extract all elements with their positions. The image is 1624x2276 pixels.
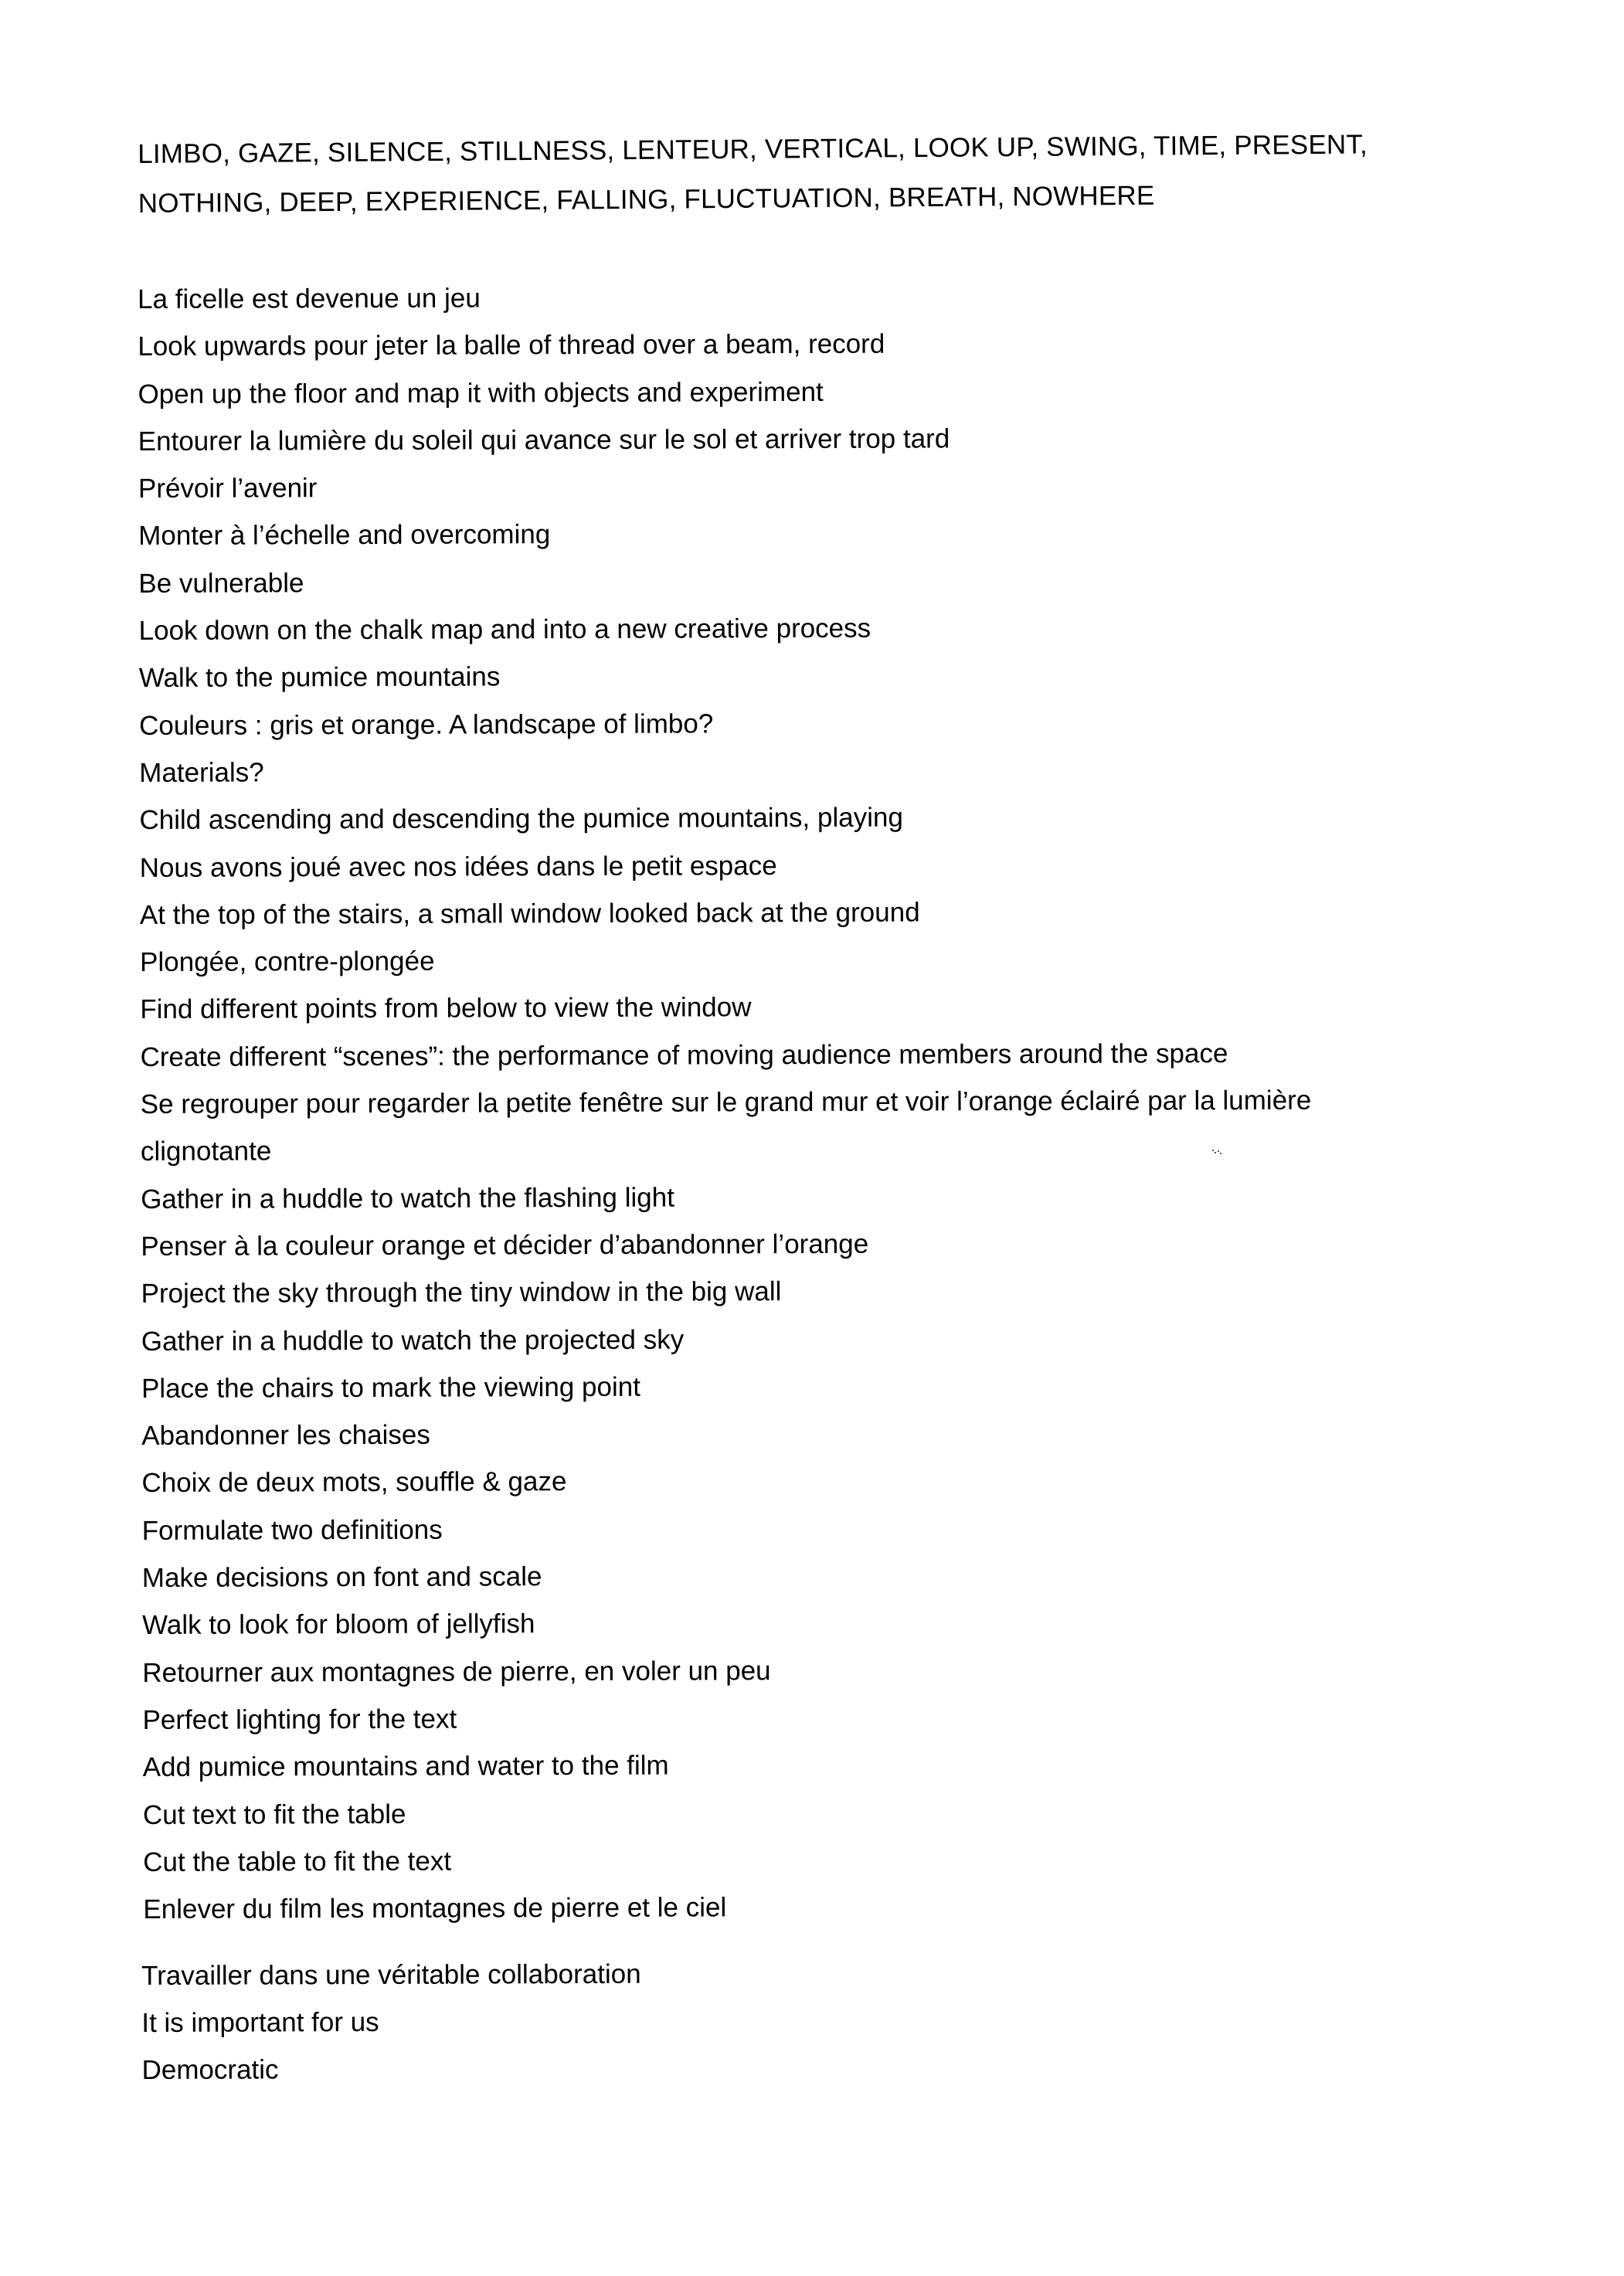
closing-line: Travailler dans une véritable collaboration [141,1958,641,1991]
note-line: Perfect lighting for the text [142,1704,457,1735]
note-line: Project the sky through the tiny window in the big wall [141,1276,782,1310]
note-line: Abandonner les chaises [141,1419,430,1452]
note-line: Walk to the pumice mountains [138,661,501,694]
note-line: Se regrouper pour regarder la petite fenêtre sur le grand mur et voir l’orange éclairé par la lumière [140,1085,1312,1120]
note-line: Cut the table to fit the text [143,1846,452,1877]
closing-line: It is important for us [141,2006,379,2038]
note-line: Gather in a huddle to watch the flashing light [141,1182,674,1214]
note-line: Enlever du film les montagnes de pierre et le ciel [143,1892,727,1925]
note-line: clignotante [140,1136,272,1167]
note-line: Open up the floor and map it with objects and experiment [138,376,824,409]
note-line: Monter à l’échelle and overcoming [138,519,551,552]
note-line: Penser à la couleur orange et décider d’abandonner l’orange [141,1228,869,1262]
note-line: La ficelle est devenue un jeu [138,283,481,314]
keyword-line-2: NOTHING, DEEP, EXPERIENCE, FALLING, FLUCTUATION, BREATH, NOWHERE [138,180,1155,219]
note-line: Nous avons joué avec nos idées dans le petit espace [139,850,777,883]
note-line: Prévoir l’avenir [138,473,318,504]
note-line: Couleurs : gris et orange. A landscape of limbo? [138,708,714,741]
note-line: Choix de deux mots, souffle & gaze [141,1466,567,1499]
note-line: Be vulnerable [138,568,304,599]
keyword-line-1: LIMBO, GAZE, SILENCE, STILLNESS, LENTEUR, VERTICAL, LOOK UP, SWING, TIME, PRESENT, [138,129,1368,169]
note-line: Add pumice mountains and water to the film [142,1750,669,1783]
note-line: Entourer la lumière du soleil qui avance sur le sol et arriver trop tard [138,423,950,457]
note-line: Walk to look for bloom of jellyfish [142,1608,535,1641]
process-notes [138,271,1503,1934]
note-line: Create different “scenes”: the performance of moving audience members around the space [140,1038,1228,1072]
note-line: Place the chairs to mark the viewing point [141,1371,640,1404]
note-line: Make decisions on font and scale [141,1561,542,1594]
keyword-list [138,119,1483,229]
note-line: Look upwards pour jeter la balle of thread over a beam, record [138,328,885,362]
note-line: Plongée, contre-plongée [140,946,435,978]
note-line: At the top of the stairs, a small window looked back at the ground [139,897,920,930]
note-line: Child ascending and descending the pumice mountains, playing [139,802,903,836]
note-line: Find different points from below to view the window [140,992,752,1025]
note-line: Retourner aux montagnes de pierre, en voler un peu [142,1655,771,1688]
note-line: Formulate two definitions [141,1514,443,1546]
note-line: Look down on the chalk map and into a new creative process [138,613,871,647]
note-line: Gather in a huddle to watch the projected sky [141,1324,685,1357]
note-line: Cut text to fit the table [142,1799,406,1830]
closing-line: Democratic [141,2054,279,2085]
note-line: Materials? [139,757,264,788]
scan-speck [1212,1149,1223,1155]
closing-statement [141,1950,915,2094]
